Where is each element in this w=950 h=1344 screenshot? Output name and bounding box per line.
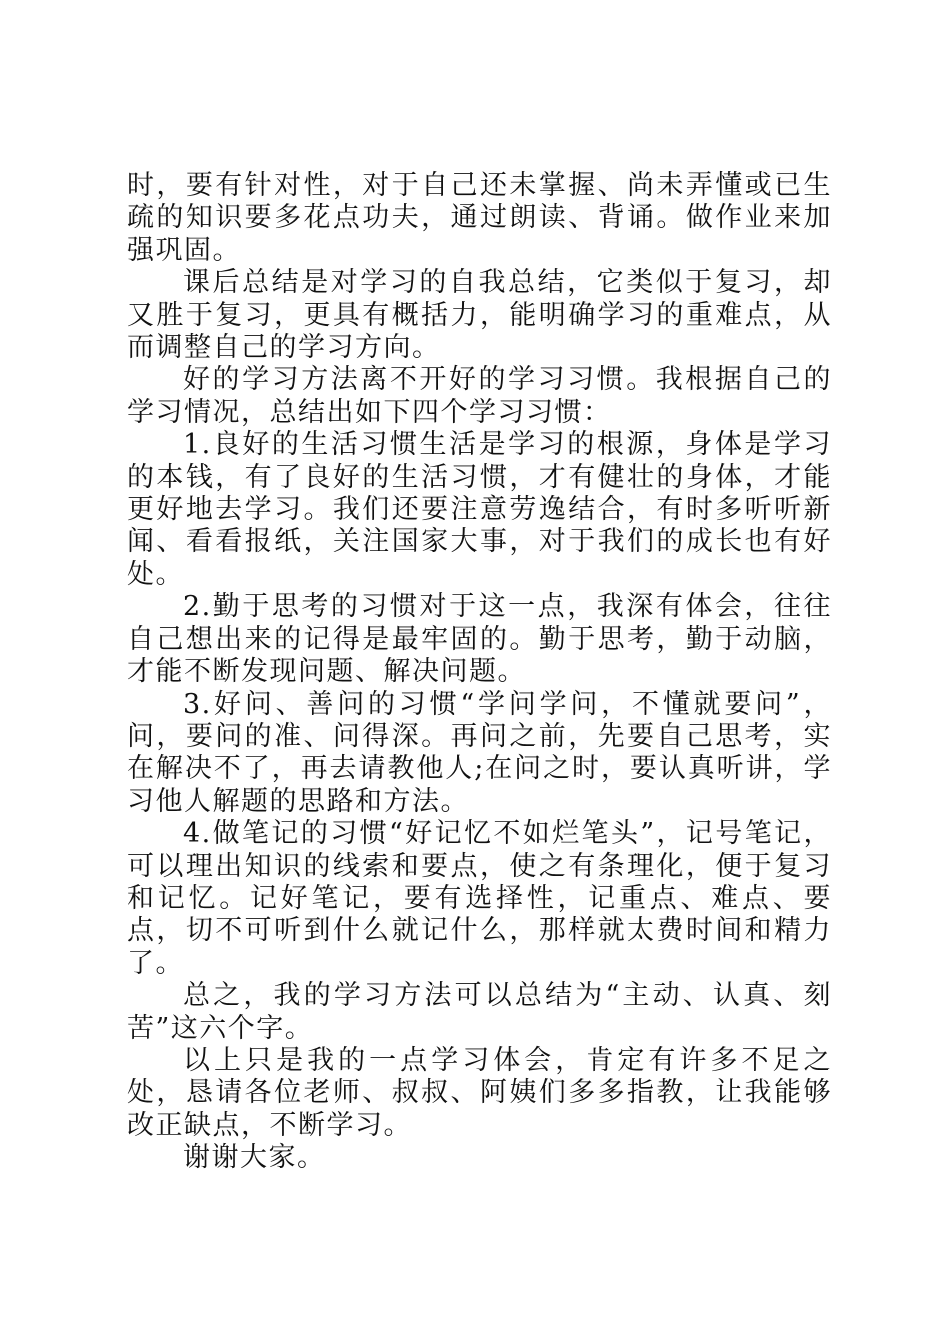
document-body [127, 170, 832, 1175]
paragraph-habit-2: 2.勤于思考的习惯对于这一点，我深有体会，往往自己想出来的记得是最牢固的。勤于思考，勤于动脑，才能不断发现问题、解决问题。 [127, 591, 832, 688]
paragraph-habits-intro: 好的学习方法离不开好的学习习惯。我根据自己的学习情况，总结出如下四个学习习惯： [127, 364, 832, 428]
paragraph-continuation: 时，要有针对性，对于自己还未掌握、尚未弄懂或已生疏的知识要多花点功夫，通过朗读、背诵。做作业来加强巩固。 [127, 170, 832, 266]
paragraph-habit-3: 3.好问、善问的习惯“学问学问，不懂就要问”，问，要问的准、问得深。再问之前，先要自己思考，实在解决不了，再去请教他人;在问之时，要认真听讲，学习他人解题的思路和方法。 [127, 688, 832, 817]
paragraph-habit-4: 4.做笔记的习惯“好记忆不如烂笔头”，记号笔记，可以理出知识的线索和要点，使之有条理化，便于复习和记忆。记好笔记，要有选择性，记重点、难点、要点，切不可听到什么就记什么，那样就太费时间和精力了。 [127, 818, 832, 979]
paragraph-conclusion: 总之，我的学习方法可以总结为“主动、认真、刻苦”这六个字。 [127, 980, 832, 1044]
paragraph-summary: 课后总结是对学习的自我总结，它类似于复习，却又胜于复习，更具有概括力，能明确学习的重难点，从而调整自己的学习方向。 [127, 267, 832, 364]
paragraph-closing: 以上只是我的一点学习体会，肯定有许多不足之处，恳请各位老师、叔叔、阿姨们多多指教，让我能够改正缺点，不断学习。 [127, 1044, 832, 1141]
paragraph-thanks: 谢谢大家。 [183, 1142, 326, 1174]
paragraph-habit-1: 1.良好的生活习惯生活是学习的根源，身体是学习的本钱，有了良好的生活习惯，才有健壮的身体，才能更好地去学习。我们还要注意劳逸结合，有时多听听新闻、看看报纸，关注国家大事，对于我们的成长也有好处。 [127, 429, 832, 590]
